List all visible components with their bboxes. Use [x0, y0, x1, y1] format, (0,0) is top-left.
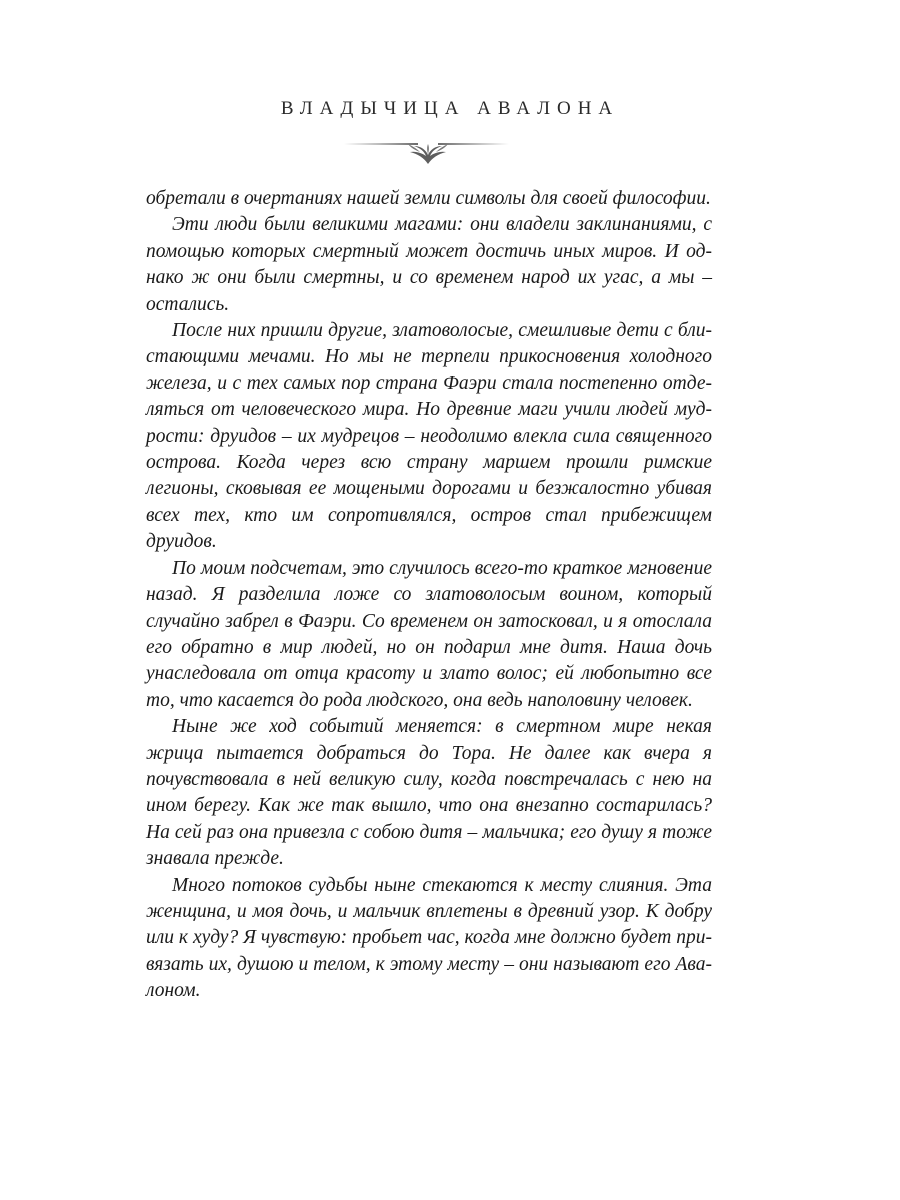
paragraph-6: Много потоков судьбы ныне стекаются к месту слияния. Эта женщина, и моя дочь, и мальчик вплетены в древний узор. К добру или к худу? Я чувствую: пробьет час, когда мне должно будет привязать их, душою и телом, к этому месту – они называют его Авалоном. — [146, 874, 712, 1002]
paragraph-3: После них пришли другие, златоволосые, смешливые дети с блистающими мечами. Но мы не терпели прикосновения холодного железа, и с тех самых пор страна Фаэри стала постепенно отделяться от человеческого мира. Но древние маги учили людей мудрости: друидов – их мудрецов – неодолимо влекла сила священного острова. Когда через всю страну маршем прошли римские легионы, сковывая ее мощеными дорогами и безжалостно убивая всех тех, кто им сопротивлялся, остров стал прибежищем друидов. — [146, 320, 712, 553]
paragraph-2: Эти люди были великими магами: они владели заклинаниями, с помощью которых смертный может достичь иных миров. И однако ж они были смертны, и со временем народ их угас, а мы – остались. — [146, 214, 712, 315]
running-title: ВЛАДЫЧИЦА АВАЛОНА — [280, 98, 620, 119]
fleuron-ornament-icon — [338, 134, 518, 168]
paragraph-4: По моим подсчетам, это случилось всего-то краткое мгновение назад. Я разделила ложе со златоволосым воином, который случайно забрел в Фаэри. Со временем он затосковал, и я отослала его обратно в мир людей, но он подарил мне дитя. Наша дочь унаследовала от отца красоту и злато волос; ей любопытно все то, что касается до рода людского, она ведь наполовину человек. — [146, 557, 712, 711]
paragraph-5: Ныне же ход событий меняется: в смертном мире некая жрица пытается добраться до Тора. Не далее как вчера я почувствовала в ней великую силу, когда повстречалась с нею на ином берегу. Как же так вышло, что она внезапно состарилась? На сей раз она привезла с собою дитя – мальчика; его душу я тоже знавала прежде. — [146, 716, 712, 870]
paragraph-1: обретали в очертаниях нашей земли символы для своей философии. — [146, 188, 711, 209]
body-text — [146, 186, 712, 1005]
